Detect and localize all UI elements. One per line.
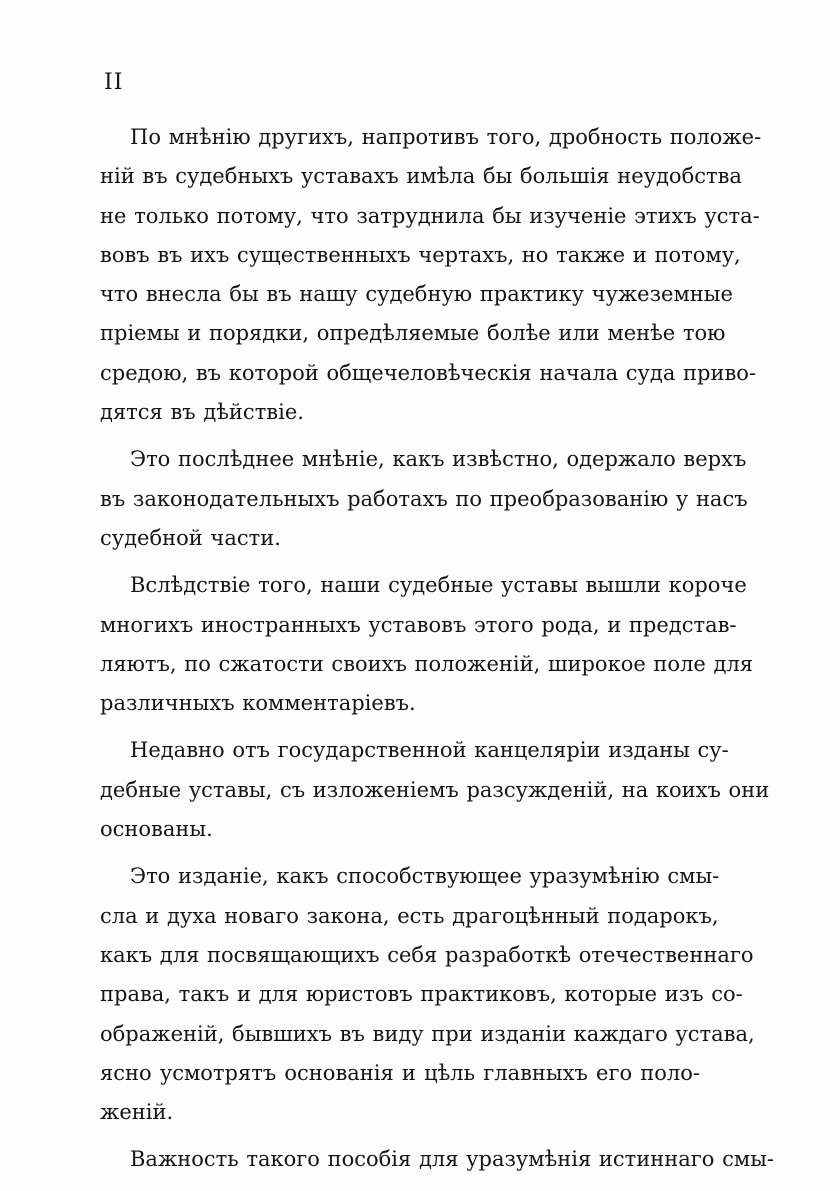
text-line: По мнѣнію другихъ, напротивъ того, дробность положе- xyxy=(130,125,762,149)
text-line: Вслѣдствіе того, наши судебные уставы вышли короче xyxy=(130,573,747,598)
paragraph-gap xyxy=(100,723,700,731)
paragraph-gap xyxy=(100,1132,700,1140)
text-line: вовъ въ ихъ существенныхъ чертахъ, но также и потому, xyxy=(100,242,741,267)
text-line: дятся въ дѣйствіе. xyxy=(100,400,304,425)
text-line: Это изданіе, какъ способствующее уразумѣнію смы- xyxy=(130,864,720,889)
text-line: различныхъ комментаріевъ. xyxy=(100,691,416,716)
text-line: Недавно отъ государственной канцеляріи изданы су- xyxy=(130,738,729,763)
text-line: судебной части. xyxy=(100,525,281,550)
text-line: ясно усмотрятъ основанія и цѣль главныхъ его поло- xyxy=(100,1060,700,1085)
text-line: ній въ судебныхъ уставахъ имѣла бы большія неудобства xyxy=(100,164,742,189)
text-line: въ законодательныхъ работахъ по преобразованію у насъ xyxy=(100,486,748,511)
text-line: основаны. xyxy=(100,817,213,842)
text-line: не только потому, что затруднила бы изученіе этихъ уста- xyxy=(100,203,760,228)
paragraph-gap xyxy=(100,558,700,566)
text-line: что внесла бы въ нашу судебную практику чужеземные xyxy=(100,282,733,307)
text-line: дебные уставы, съ изложеніемъ разсужденій, на коихъ они xyxy=(100,777,770,802)
text-line: Это послѣднее мнѣніе, какъ извѣстно, одержало верхъ xyxy=(130,447,747,472)
text-line: права, такъ и для юристовъ практиковъ, которые изъ со- xyxy=(100,982,743,1007)
text-line: какъ для посвящающихъ себя разработкѣ отечественнаго xyxy=(100,942,754,967)
text-line: женій. xyxy=(100,1100,174,1125)
paragraph-gap xyxy=(100,849,700,857)
paragraph-gap xyxy=(100,432,700,440)
text-line: Важность такого пособія для уразумѣнія истиннаго смы- xyxy=(130,1147,775,1172)
text-line: сла и духа новаго закона, есть драгоцѣнный подарокъ, xyxy=(100,903,719,928)
text-line: ображеній, бывшихъ въ виду при изданіи каждаго устава, xyxy=(100,1021,755,1046)
text-line: многихъ иностранныхъ уставовъ этого рода, и представ- xyxy=(100,612,737,637)
text-line: средою, въ которой общечеловѣческія начала суда приво- xyxy=(100,360,757,385)
page-text xyxy=(100,118,775,1180)
text-line: пріемы и порядки, опредѣляемые болѣе или менѣе тою xyxy=(100,321,726,346)
page-number: II xyxy=(104,70,124,95)
text-line: ляютъ, по сжатости своихъ положеній, широкое поле для xyxy=(100,651,754,676)
